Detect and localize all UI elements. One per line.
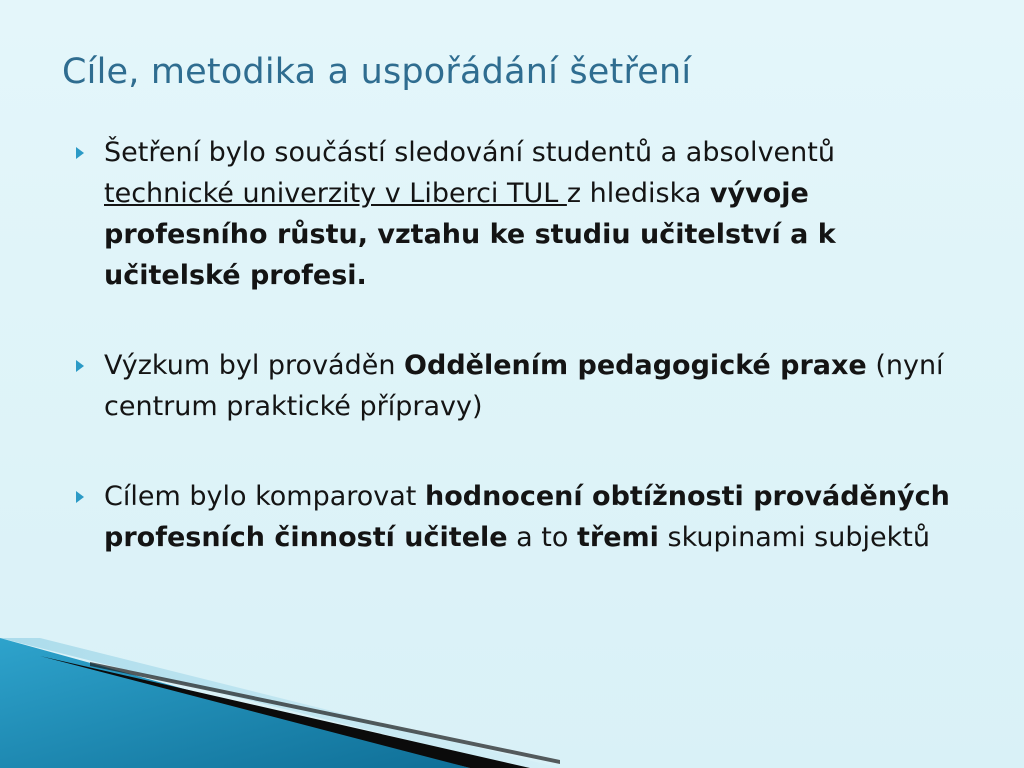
bullet-arrow-icon [76,147,84,159]
bullet-bold-text: Oddělením pedagogické praxe [404,350,867,381]
bullet-link-text[interactable]: technické univerzity v Liberci TUL [104,178,567,209]
bullet-bold-text: třemi [576,522,659,553]
bullet-text-run: skupinami subjektů [658,522,930,553]
bullet-text-run: Výzkum byl prováděn [104,350,405,381]
bullet-item [72,476,952,558]
bullet-text-run: a to [507,522,577,553]
bullet-bold-text: vývoje profesního růstu, vztahu ke studiu učitelství a k učitelské profesi. [104,178,836,291]
bullet-item [72,132,952,296]
bullet-text-run: Šetření bylo součástí sledování studentů a absolventů [104,137,835,168]
bullet-text-run: Cílem bylo komparovat [104,481,425,512]
bullet-arrow-icon [76,360,84,372]
bullet-text-run: z hlediska [566,178,710,209]
bullet-arrow-icon [76,491,84,503]
corner-decoration [0,638,1024,768]
bullet-item [72,345,952,427]
bullet-text-run: (nyní centrum praktické přípravy) [104,350,944,422]
bullet-bold-text: hodnocení obtížnosti prováděných profesních činností učitele [104,481,950,553]
bullet-list [72,132,952,607]
slide-title: Cíle, metodika a uspořádání šetření [62,52,692,92]
